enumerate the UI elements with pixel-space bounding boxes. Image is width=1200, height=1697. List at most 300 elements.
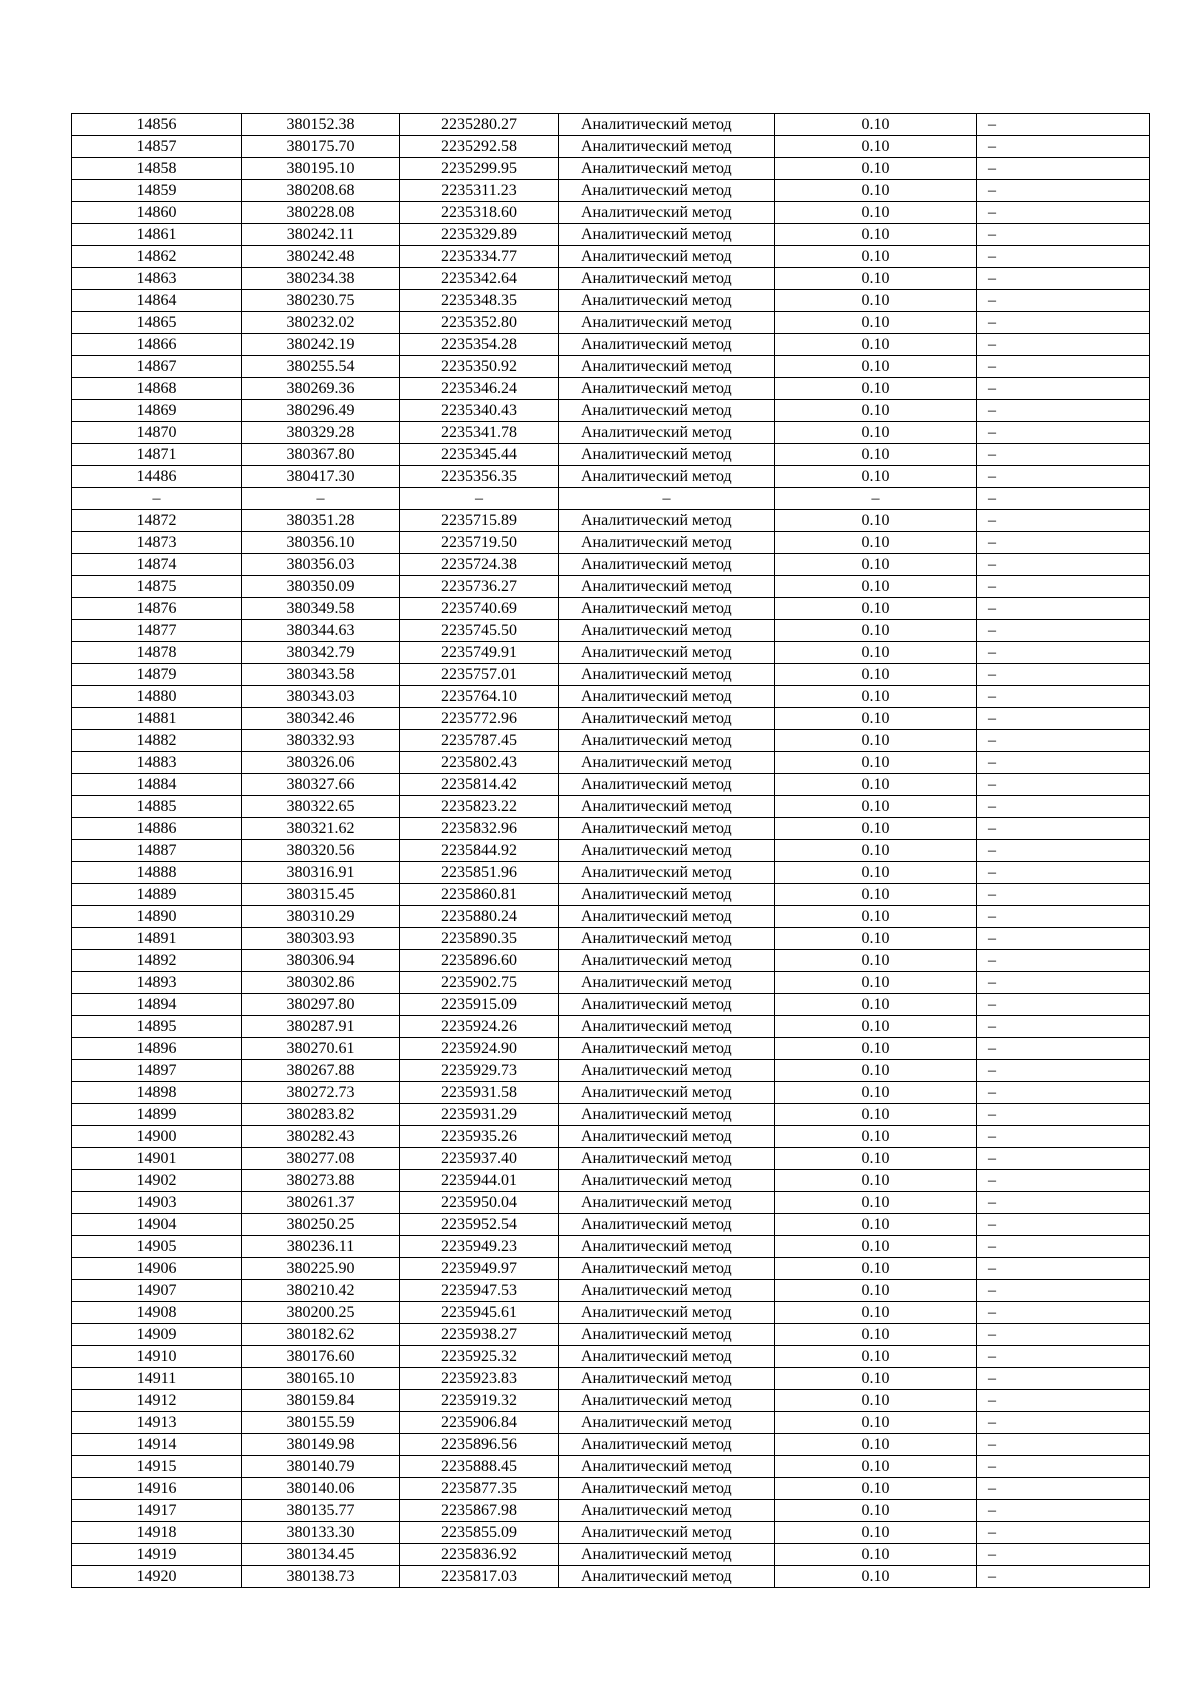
y-coordinate-cell: 2235919.32 [400, 1390, 559, 1412]
y-coordinate-cell: 2235346.24 [400, 378, 559, 400]
accuracy-cell: 0.10 [775, 730, 977, 752]
y-coordinate-cell: 2235929.73 [400, 1060, 559, 1082]
table-row [72, 840, 1150, 862]
method-cell: Аналитический метод [559, 136, 775, 158]
x-coordinate-cell: 380175.70 [242, 136, 400, 158]
note-cell: – [977, 796, 1150, 818]
method-cell: Аналитический метод [559, 378, 775, 400]
x-coordinate-cell: 380234.38 [242, 268, 400, 290]
method-cell: Аналитический метод [559, 1082, 775, 1104]
method-cell: Аналитический метод [559, 1104, 775, 1126]
method-cell: Аналитический метод [559, 1390, 775, 1412]
accuracy-cell: 0.10 [775, 1566, 977, 1588]
y-coordinate-cell: 2235311.23 [400, 180, 559, 202]
method-cell: Аналитический метод [559, 906, 775, 928]
note-cell: – [977, 598, 1150, 620]
y-coordinate-cell: 2235352.80 [400, 312, 559, 334]
point-number-cell: 14899 [72, 1104, 242, 1126]
note-cell: – [977, 862, 1150, 884]
x-coordinate-cell: 380417.30 [242, 466, 400, 488]
accuracy-cell: 0.10 [775, 1236, 977, 1258]
point-number-cell: 14881 [72, 708, 242, 730]
y-coordinate-cell: 2235354.28 [400, 334, 559, 356]
method-cell: Аналитический метод [559, 1214, 775, 1236]
note-cell: – [977, 1566, 1150, 1588]
note-cell: – [977, 840, 1150, 862]
accuracy-cell: 0.10 [775, 246, 977, 268]
table-row [72, 1258, 1150, 1280]
method-cell: Аналитический метод [559, 994, 775, 1016]
x-coordinate-cell: 380350.09 [242, 576, 400, 598]
table-row [72, 1148, 1150, 1170]
note-cell: – [977, 620, 1150, 642]
note-cell: – [977, 202, 1150, 224]
accuracy-cell: 0.10 [775, 400, 977, 422]
note-cell: – [977, 1082, 1150, 1104]
note-cell: – [977, 1522, 1150, 1544]
accuracy-cell: 0.10 [775, 510, 977, 532]
table-row [72, 1170, 1150, 1192]
point-number-cell: – [72, 488, 242, 510]
y-coordinate-cell: 2235356.35 [400, 466, 559, 488]
note-cell: – [977, 1214, 1150, 1236]
y-coordinate-cell: 2235877.35 [400, 1478, 559, 1500]
note-cell: – [977, 1412, 1150, 1434]
x-coordinate-cell: 380230.75 [242, 290, 400, 312]
x-coordinate-cell: 380277.08 [242, 1148, 400, 1170]
point-number-cell: 14857 [72, 136, 242, 158]
point-number-cell: 14880 [72, 686, 242, 708]
note-cell: – [977, 906, 1150, 928]
method-cell: Аналитический метод [559, 290, 775, 312]
method-cell: Аналитический метод [559, 664, 775, 686]
x-coordinate-cell: 380326.06 [242, 752, 400, 774]
note-cell: – [977, 510, 1150, 532]
coordinates-table [71, 113, 1150, 1588]
y-coordinate-cell: 2235749.91 [400, 642, 559, 664]
note-cell: – [977, 444, 1150, 466]
table-row [72, 1412, 1150, 1434]
x-coordinate-cell: 380344.63 [242, 620, 400, 642]
note-cell: – [977, 1016, 1150, 1038]
note-cell: – [977, 1126, 1150, 1148]
accuracy-cell: 0.10 [775, 862, 977, 884]
method-cell: Аналитический метод [559, 818, 775, 840]
method-cell: Аналитический метод [559, 1170, 775, 1192]
note-cell: – [977, 268, 1150, 290]
x-coordinate-cell: 380208.68 [242, 180, 400, 202]
point-number-cell: 14905 [72, 1236, 242, 1258]
x-coordinate-cell: 380242.11 [242, 224, 400, 246]
table-row [72, 928, 1150, 950]
table-row [72, 334, 1150, 356]
method-cell: Аналитический метод [559, 1456, 775, 1478]
accuracy-cell: 0.10 [775, 378, 977, 400]
accuracy-cell: 0.10 [775, 752, 977, 774]
table-row [72, 1126, 1150, 1148]
y-coordinate-cell: 2235318.60 [400, 202, 559, 224]
point-number-cell: 14915 [72, 1456, 242, 1478]
point-number-cell: 14911 [72, 1368, 242, 1390]
table-row [72, 884, 1150, 906]
accuracy-cell: 0.10 [775, 1192, 977, 1214]
accuracy-cell: 0.10 [775, 972, 977, 994]
point-number-cell: 14918 [72, 1522, 242, 1544]
table-row [72, 224, 1150, 246]
note-cell: – [977, 1148, 1150, 1170]
point-number-cell: 14897 [72, 1060, 242, 1082]
accuracy-cell: 0.10 [775, 466, 977, 488]
point-number-cell: 14913 [72, 1412, 242, 1434]
note-cell: – [977, 752, 1150, 774]
point-number-cell: 14917 [72, 1500, 242, 1522]
table-row [72, 202, 1150, 224]
point-number-cell: 14891 [72, 928, 242, 950]
point-number-cell: 14861 [72, 224, 242, 246]
method-cell: Аналитический метод [559, 1434, 775, 1456]
note-cell: – [977, 1280, 1150, 1302]
y-coordinate-cell: 2235947.53 [400, 1280, 559, 1302]
x-coordinate-cell: 380329.28 [242, 422, 400, 444]
point-number-cell: 14908 [72, 1302, 242, 1324]
table-row [72, 796, 1150, 818]
point-number-cell: 14896 [72, 1038, 242, 1060]
method-cell: Аналитический метод [559, 774, 775, 796]
note-cell: – [977, 950, 1150, 972]
y-coordinate-cell: 2235299.95 [400, 158, 559, 180]
method-cell: Аналитический метод [559, 752, 775, 774]
table-row [72, 1500, 1150, 1522]
method-cell: Аналитический метод [559, 1192, 775, 1214]
note-cell: – [977, 312, 1150, 334]
table-row [72, 642, 1150, 664]
y-coordinate-cell: 2235949.97 [400, 1258, 559, 1280]
point-number-cell: 14894 [72, 994, 242, 1016]
note-cell: – [977, 1390, 1150, 1412]
accuracy-cell: 0.10 [775, 1038, 977, 1060]
accuracy-cell: 0.10 [775, 224, 977, 246]
method-cell: Аналитический метод [559, 840, 775, 862]
x-coordinate-cell: 380356.10 [242, 532, 400, 554]
note-cell: – [977, 1434, 1150, 1456]
x-coordinate-cell: 380303.93 [242, 928, 400, 950]
x-coordinate-cell: 380210.42 [242, 1280, 400, 1302]
y-coordinate-cell: 2235867.98 [400, 1500, 559, 1522]
x-coordinate-cell: 380228.08 [242, 202, 400, 224]
method-cell: Аналитический метод [559, 1280, 775, 1302]
point-number-cell: 14877 [72, 620, 242, 642]
table-row [72, 1544, 1150, 1566]
accuracy-cell: 0.10 [775, 1060, 977, 1082]
x-coordinate-cell: 380250.25 [242, 1214, 400, 1236]
y-coordinate-cell: 2235931.58 [400, 1082, 559, 1104]
y-coordinate-cell: 2235931.29 [400, 1104, 559, 1126]
x-coordinate-cell: 380273.88 [242, 1170, 400, 1192]
x-coordinate-cell: 380342.46 [242, 708, 400, 730]
x-coordinate-cell: 380315.45 [242, 884, 400, 906]
method-cell: Аналитический метод [559, 1126, 775, 1148]
y-coordinate-cell: 2235724.38 [400, 554, 559, 576]
accuracy-cell: 0.10 [775, 290, 977, 312]
accuracy-cell: 0.10 [775, 268, 977, 290]
method-cell: Аналитический метод [559, 620, 775, 642]
table-row [72, 400, 1150, 422]
x-coordinate-cell: 380351.28 [242, 510, 400, 532]
table-row [72, 268, 1150, 290]
table-row [72, 510, 1150, 532]
table-row [72, 312, 1150, 334]
y-coordinate-cell: 2235757.01 [400, 664, 559, 686]
accuracy-cell: 0.10 [775, 642, 977, 664]
accuracy-cell: 0.10 [775, 1368, 977, 1390]
method-cell: Аналитический метод [559, 686, 775, 708]
note-cell: – [977, 994, 1150, 1016]
y-coordinate-cell: 2235924.26 [400, 1016, 559, 1038]
table-row [72, 686, 1150, 708]
y-coordinate-cell: 2235890.35 [400, 928, 559, 950]
method-cell: Аналитический метод [559, 796, 775, 818]
method-cell: Аналитический метод [559, 246, 775, 268]
x-coordinate-cell: 380242.19 [242, 334, 400, 356]
note-cell: – [977, 532, 1150, 554]
note-cell: – [977, 1368, 1150, 1390]
method-cell: Аналитический метод [559, 1368, 775, 1390]
method-cell: Аналитический метод [559, 180, 775, 202]
x-coordinate-cell: 380236.11 [242, 1236, 400, 1258]
y-coordinate-cell: 2235851.96 [400, 862, 559, 884]
y-coordinate-cell: 2235945.61 [400, 1302, 559, 1324]
table-row [72, 1302, 1150, 1324]
accuracy-cell: 0.10 [775, 1346, 977, 1368]
table-row [72, 994, 1150, 1016]
accuracy-cell: – [775, 488, 977, 510]
table-row [72, 1368, 1150, 1390]
x-coordinate-cell: 380327.66 [242, 774, 400, 796]
table-row [72, 1214, 1150, 1236]
point-number-cell: 14878 [72, 642, 242, 664]
note-cell: – [977, 884, 1150, 906]
y-coordinate-cell: 2235348.35 [400, 290, 559, 312]
method-cell: Аналитический метод [559, 862, 775, 884]
note-cell: – [977, 686, 1150, 708]
x-coordinate-cell: 380282.43 [242, 1126, 400, 1148]
accuracy-cell: 0.10 [775, 576, 977, 598]
point-number-cell: 14885 [72, 796, 242, 818]
accuracy-cell: 0.10 [775, 686, 977, 708]
point-number-cell: 14903 [72, 1192, 242, 1214]
y-coordinate-cell: 2235944.01 [400, 1170, 559, 1192]
note-cell: – [977, 136, 1150, 158]
accuracy-cell: 0.10 [775, 1104, 977, 1126]
note-cell: – [977, 664, 1150, 686]
method-cell: Аналитический метод [559, 1412, 775, 1434]
note-cell: – [977, 290, 1150, 312]
y-coordinate-cell: 2235896.56 [400, 1434, 559, 1456]
y-coordinate-cell: 2235345.44 [400, 444, 559, 466]
table-row [72, 664, 1150, 686]
method-cell: Аналитический метод [559, 554, 775, 576]
accuracy-cell: 0.10 [775, 994, 977, 1016]
method-cell: Аналитический метод [559, 928, 775, 950]
accuracy-cell: 0.10 [775, 1456, 977, 1478]
method-cell: Аналитический метод [559, 1236, 775, 1258]
accuracy-cell: 0.10 [775, 884, 977, 906]
accuracy-cell: 0.10 [775, 532, 977, 554]
table-row [72, 906, 1150, 928]
accuracy-cell: 0.10 [775, 1170, 977, 1192]
point-number-cell: 14875 [72, 576, 242, 598]
method-cell: Аналитический метод [559, 884, 775, 906]
table-row [72, 1192, 1150, 1214]
note-cell: – [977, 1104, 1150, 1126]
accuracy-cell: 0.10 [775, 1148, 977, 1170]
table-row [72, 246, 1150, 268]
y-coordinate-cell: 2235715.89 [400, 510, 559, 532]
method-cell: Аналитический метод [559, 972, 775, 994]
method-cell: Аналитический метод [559, 1500, 775, 1522]
accuracy-cell: 0.10 [775, 906, 977, 928]
table-row [72, 972, 1150, 994]
accuracy-cell: 0.10 [775, 1126, 977, 1148]
y-coordinate-cell: 2235341.78 [400, 422, 559, 444]
point-number-cell: 14892 [72, 950, 242, 972]
x-coordinate-cell: 380176.60 [242, 1346, 400, 1368]
point-number-cell: 14876 [72, 598, 242, 620]
table-row [72, 466, 1150, 488]
table-row [72, 444, 1150, 466]
point-number-cell: 14893 [72, 972, 242, 994]
accuracy-cell: 0.10 [775, 444, 977, 466]
accuracy-cell: 0.10 [775, 708, 977, 730]
y-coordinate-cell: 2235949.23 [400, 1236, 559, 1258]
x-coordinate-cell: 380200.25 [242, 1302, 400, 1324]
x-coordinate-cell: 380255.54 [242, 356, 400, 378]
method-cell: Аналитический метод [559, 510, 775, 532]
point-number-cell: 14882 [72, 730, 242, 752]
table-row [72, 1038, 1150, 1060]
x-coordinate-cell: 380155.59 [242, 1412, 400, 1434]
x-coordinate-cell: 380343.58 [242, 664, 400, 686]
table-row [72, 488, 1150, 510]
point-number-cell: 14900 [72, 1126, 242, 1148]
point-number-cell: 14871 [72, 444, 242, 466]
accuracy-cell: 0.10 [775, 818, 977, 840]
accuracy-cell: 0.10 [775, 774, 977, 796]
note-cell: – [977, 972, 1150, 994]
table-row [72, 1236, 1150, 1258]
y-coordinate-cell: 2235860.81 [400, 884, 559, 906]
x-coordinate-cell: 380270.61 [242, 1038, 400, 1060]
point-number-cell: 14901 [72, 1148, 242, 1170]
point-number-cell: 14870 [72, 422, 242, 444]
x-coordinate-cell: 380310.29 [242, 906, 400, 928]
point-number-cell: 14912 [72, 1390, 242, 1412]
x-coordinate-cell: 380152.38 [242, 114, 400, 136]
note-cell: – [977, 158, 1150, 180]
table-row [72, 356, 1150, 378]
point-number-cell: 14858 [72, 158, 242, 180]
x-coordinate-cell: 380297.80 [242, 994, 400, 1016]
x-coordinate-cell: 380159.84 [242, 1390, 400, 1412]
y-coordinate-cell: 2235855.09 [400, 1522, 559, 1544]
x-coordinate-cell: 380296.49 [242, 400, 400, 422]
method-cell: Аналитический метод [559, 1478, 775, 1500]
method-cell: Аналитический метод [559, 708, 775, 730]
table-row [72, 950, 1150, 972]
method-cell: Аналитический метод [559, 1016, 775, 1038]
point-number-cell: 14895 [72, 1016, 242, 1038]
table-row [72, 180, 1150, 202]
x-coordinate-cell: 380272.73 [242, 1082, 400, 1104]
y-coordinate-cell: 2235836.92 [400, 1544, 559, 1566]
table-row [72, 158, 1150, 180]
accuracy-cell: 0.10 [775, 1412, 977, 1434]
y-coordinate-cell: 2235802.43 [400, 752, 559, 774]
x-coordinate-cell: 380140.06 [242, 1478, 400, 1500]
table-row [72, 576, 1150, 598]
note-cell: – [977, 1192, 1150, 1214]
method-cell: Аналитический метод [559, 532, 775, 554]
x-coordinate-cell: 380261.37 [242, 1192, 400, 1214]
point-number-cell: 14906 [72, 1258, 242, 1280]
table-row [72, 730, 1150, 752]
y-coordinate-cell: 2235814.42 [400, 774, 559, 796]
point-number-cell: 14919 [72, 1544, 242, 1566]
y-coordinate-cell: 2235350.92 [400, 356, 559, 378]
x-coordinate-cell: 380283.82 [242, 1104, 400, 1126]
x-coordinate-cell: 380225.90 [242, 1258, 400, 1280]
note-cell: – [977, 114, 1150, 136]
accuracy-cell: 0.10 [775, 1478, 977, 1500]
table-row [72, 1104, 1150, 1126]
y-coordinate-cell: 2235340.43 [400, 400, 559, 422]
note-cell: – [977, 488, 1150, 510]
note-cell: – [977, 1346, 1150, 1368]
method-cell: Аналитический метод [559, 730, 775, 752]
y-coordinate-cell: 2235334.77 [400, 246, 559, 268]
method-cell: Аналитический метод [559, 422, 775, 444]
y-coordinate-cell: 2235736.27 [400, 576, 559, 598]
accuracy-cell: 0.10 [775, 312, 977, 334]
method-cell: Аналитический метод [559, 598, 775, 620]
method-cell: Аналитический метод [559, 312, 775, 334]
note-cell: – [977, 400, 1150, 422]
table-row [72, 114, 1150, 136]
note-cell: – [977, 1302, 1150, 1324]
x-coordinate-cell: 380306.94 [242, 950, 400, 972]
y-coordinate-cell: 2235719.50 [400, 532, 559, 554]
point-number-cell: 14874 [72, 554, 242, 576]
note-cell: – [977, 774, 1150, 796]
method-cell: Аналитический метод [559, 1544, 775, 1566]
method-cell: Аналитический метод [559, 1566, 775, 1588]
accuracy-cell: 0.10 [775, 1522, 977, 1544]
table-row [72, 1478, 1150, 1500]
x-coordinate-cell: 380356.03 [242, 554, 400, 576]
x-coordinate-cell: 380165.10 [242, 1368, 400, 1390]
note-cell: – [977, 246, 1150, 268]
point-number-cell: 14920 [72, 1566, 242, 1588]
note-cell: – [977, 1544, 1150, 1566]
method-cell: Аналитический метод [559, 334, 775, 356]
method-cell: Аналитический метод [559, 1060, 775, 1082]
y-coordinate-cell: 2235329.89 [400, 224, 559, 246]
method-cell: Аналитический метод [559, 202, 775, 224]
method-cell: Аналитический метод [559, 444, 775, 466]
note-cell: – [977, 554, 1150, 576]
note-cell: – [977, 1456, 1150, 1478]
method-cell: Аналитический метод [559, 576, 775, 598]
